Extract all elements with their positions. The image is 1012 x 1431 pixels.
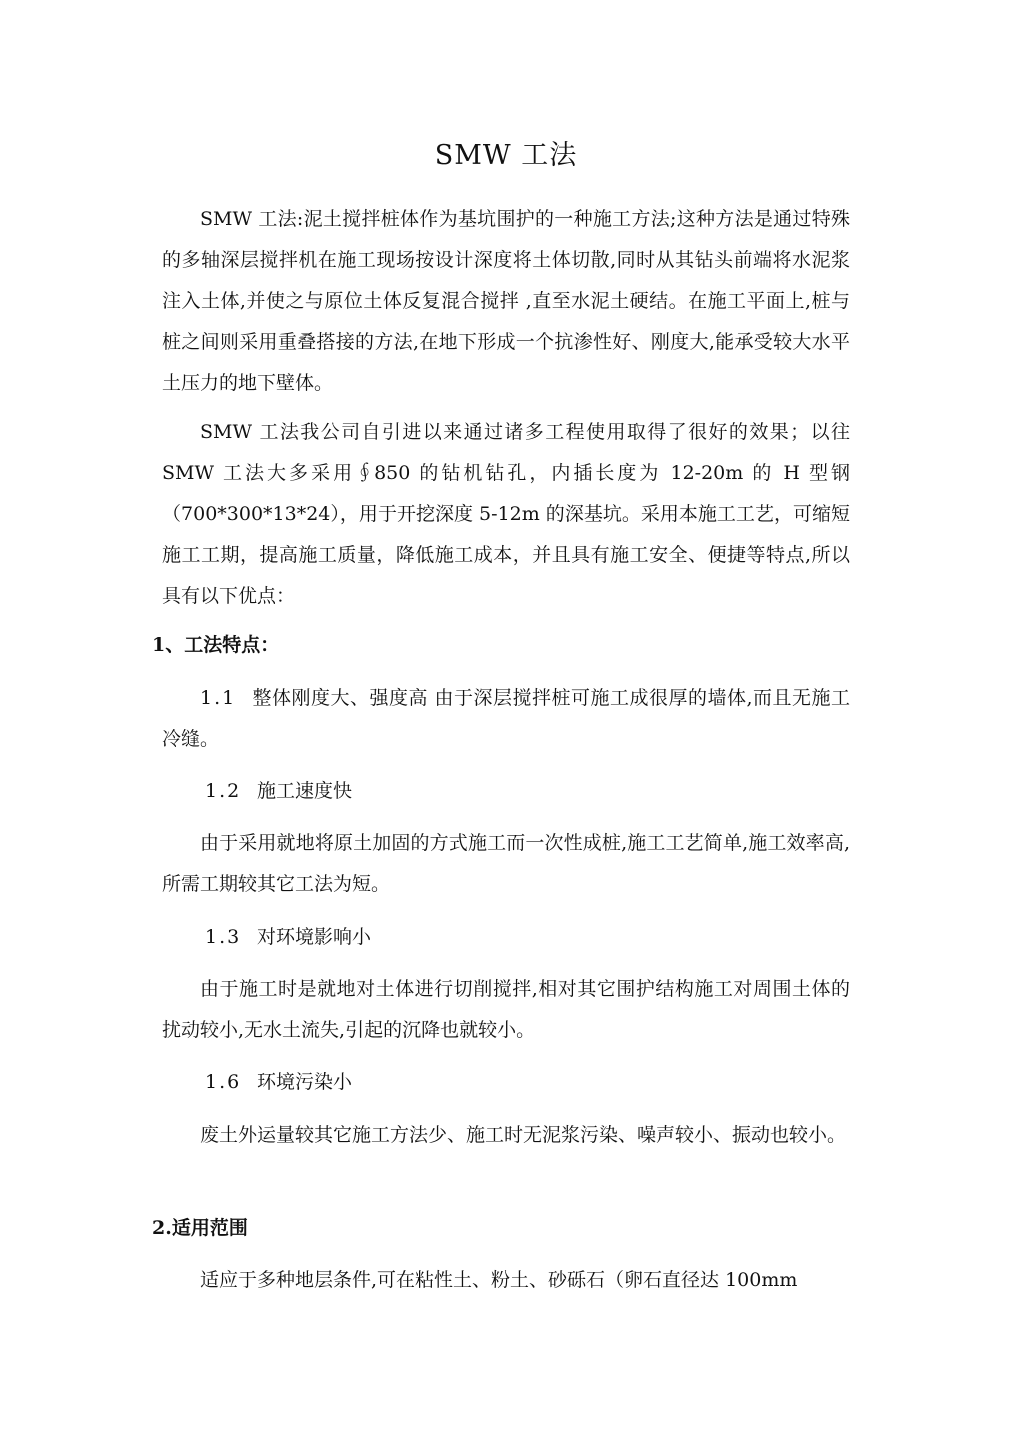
paragraph-speed: 由于采用就地将原土加固的方式施工而一次性成桩,施工工艺简单,施工效率高,所需工期较其它工法为短。 — [162, 832, 850, 895]
subsection-1-1 — [162, 678, 850, 760]
paragraph-environment: 由于施工时是就地对土体进行切削搅拌,相对其它围护结构施工对周围土体的扰动较小,无水土流失,引起的沉降也就较小。 — [162, 978, 850, 1041]
subsection-number: 1.2 — [205, 780, 242, 802]
paragraph-pollution: 废土外运量较其它施工方法少、施工时无泥浆污染、噪声较小、振动也较小。 — [200, 1124, 847, 1146]
subsection-heading: 对环境影响小 — [257, 926, 372, 948]
subsection-1-3 — [205, 917, 371, 958]
paragraph-experience: SMW 工法我公司自引进以来通过诸多工程使用取得了很好的效果；以往SMW 工法大多采用∮850 的钻机钻孔，内插长度为 12-20m 的 H 型钢（700*300*13*24），用于开挖深度 5-12m 的深基坑。采用本施工工艺，可缩短施工工期，提高施工质量，降低施工成本，并且具有施工安全、便捷等特点,所以具有以下优点： — [162, 421, 850, 607]
paragraph-intro: SMW 工法:泥土搅拌桩体作为基坑围护的一种施工方法;这种方法是通过特殊的多轴深层搅拌机在施工现场按设计深度将土体切散,同时从其钻头前端将水泥浆注入土体,并使之与原位土体反复混合搅拌 ,直至水泥土硬结。在施工平面上,桩与桩之间则采用重叠搭接的方法,在地下形成一个抗渗性好、刚度大,能承受较大水平土压力的地下壁体。 — [162, 208, 850, 394]
subsection-text: 整体刚度大、强度高 由于深层搅拌桩可施工成很厚的墙体,而且无施工冷缝。 — [162, 687, 850, 750]
subsection-1-2 — [205, 771, 352, 812]
subsection-heading: 环境污染小 — [257, 1071, 353, 1093]
subsection-number: 1.6 — [205, 1071, 242, 1093]
subsection-number: 1.3 — [205, 926, 242, 948]
subsection-heading: 施工速度快 — [257, 780, 353, 802]
subsection-1-6 — [205, 1062, 352, 1103]
subsection-number: 1.1 — [200, 687, 237, 709]
heading-features: 1、工法特点： — [152, 634, 280, 656]
paragraph-scope: 适应于多种地层条件,可在粘性土、粉土、砂砾石（卵石直径达 100mm — [200, 1269, 798, 1291]
document-title: SMW 工法 — [434, 140, 578, 171]
heading-scope: 2.适用范围 — [152, 1217, 248, 1239]
